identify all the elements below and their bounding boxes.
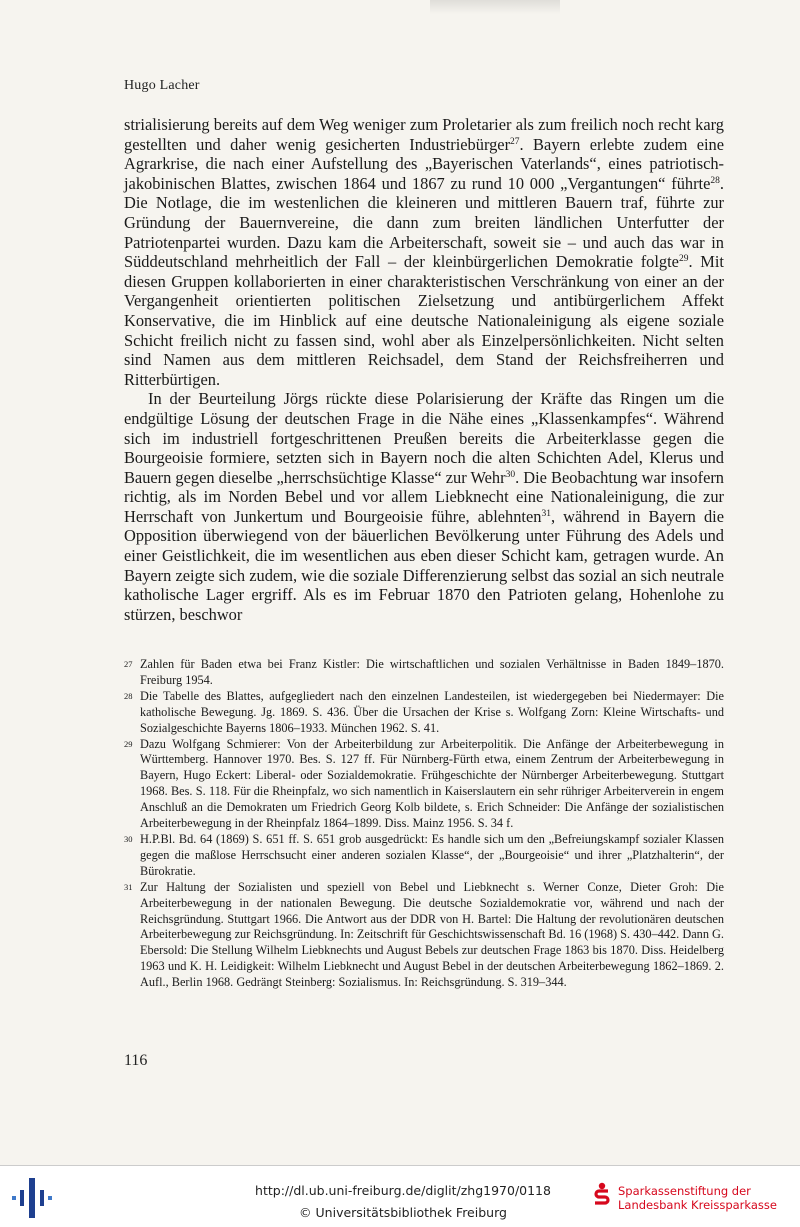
- footnote-text: Zahlen für Baden etwa bei Franz Kistler: Die wirtschaftlichen und sozialen Verhältnisse in Baden 1849–1870. Freiburg 1954.: [140, 657, 724, 687]
- footnote-ref-30[interactable]: 30: [505, 469, 516, 480]
- footnote-text: Zur Haltung der Sozialisten und speziell von Bebel und Liebknecht s. Werner Conze, Dieter Groh: Die Arbeiterbewegung in der nationalen Bewegung. Die deutsche Sozialdemokratie vor, während und nach der Reichsgründung. Stuttgart 1966. Die Antwort aus der DDR von H. Bartel: Die Haltung der revolutionären deutschen Arbeiterbewegung zur Reichsgründung. In: Zeitschrift für Geschichtswissenschaft Bd. 16 (1968) S. 430–442. Dann G. Ebersold: Die Stellung Wilhelm Liebknechts und August Bebels zur deutschen Frage 1863 bis 1870. Diss. Heidelberg 1963 und K. H. Leidigkeit: Wilhelm Liebknecht und August Bebel in der deutschen Arbeiterbewegung 1862–1869. 2. Aufl., Berlin 1968. Gedrängt Steinberg: Sozialismus. In: Reichsgründung. S. 319–344.: [140, 879, 724, 990]
- text-run: . Die Beobachtung war insofern richtig, als im Norden Bebel und vor allem Liebknecht eine Nationaleinigung, die zur Herrschaft von Junkertum und Bourgeoisie führe, ablehnten: [124, 467, 724, 526]
- footnote-31: [124, 880, 724, 991]
- scan-smudge: [430, 0, 560, 14]
- sparkasse-logo-icon[interactable]: [591, 1182, 613, 1206]
- text-run: . Mit diesen Gruppen kollaborierten in einer charakteristischen Verschränkung von einer an der Vergangenheit orientierten politischen Zielsetzung und antibürgerlichem Affekt Konservative, die im Hinblick auf eine deutsche Nationaleinigung als eigene soziale Schicht freilich nicht zu fassen sind, wohl aber als Einzelpersönlichkeiten. Nicht selten sind Namen aus dem mittleren Reichsadel, dem Stand der Reichsfreiherren und Ritterbürtigen.: [124, 252, 724, 389]
- footnote-number: 31: [124, 881, 133, 892]
- footnote-29: [124, 737, 724, 832]
- footnote-ref-28[interactable]: 28: [710, 175, 720, 186]
- paragraph-1: [124, 115, 724, 389]
- text-run: strialisierung bereits auf dem Weg weniger zum Proletarier als zum freilich noch recht karg gestellten und daher wenig gesicherten Industriebürger: [124, 115, 724, 154]
- footnote-27: [124, 657, 724, 689]
- footnote-text: Die Tabelle des Blattes, aufgegliedert nach den einzelnen Landesteilen, ist wiedergegeben bei Niedermayer: Die katholische Bewegung. Jg. 1869. S. 436. Über die Ursachen der Krise s. Wolfgang Zorn: Kleine Wirtschafts- und Sozialgeschichte Bayerns 1806–1933. München 1962. S. 41.: [140, 688, 724, 735]
- copyright-notice: © Universitätsbibliothek Freiburg: [299, 1205, 507, 1220]
- footnote-number: 27: [124, 659, 133, 669]
- ub-freiburg-logo-icon[interactable]: [12, 1178, 52, 1218]
- main-text: [124, 115, 724, 624]
- footnote-text: H.P.Bl. Bd. 64 (1869) S. 651 ff. S. 651 grob ausgedrückt: Es handle sich um den „Befreiungskampf sozialer Klassen gegen die maßlose Herrschsucht einer anderen sozialen Klasse“, der „Bourgeoisie“ und ihrer „Platzhalterin“, der Bürokratie.: [140, 831, 724, 878]
- footnotes: [124, 657, 724, 991]
- permalink-url[interactable]: http://dl.ub.uni-freiburg.de/diglit/zhg1970/0118: [255, 1183, 551, 1198]
- footnote-number: 29: [124, 738, 133, 749]
- sponsor-line-1: Sparkassenstiftung der: [618, 1184, 751, 1198]
- footnote-text: Dazu Wolfgang Schmierer: Von der Arbeiterbildung zur Arbeiterpolitik. Die Anfänge der Arbeiterbewegung in Württemberg. Hannover 1970. Bes. S. 127 ff. Für Nürnberg-Fürth etwa, einem Zentrum der Arbeiterbewegung in Bayern, Hugo Eckert: Liberal- oder Sozialdemokratie. Frühgeschichte der Nürnberger Arbeiterbewegung. Stuttgart 1968. Bes. S. 118. Für die Rheinpfalz, wo sich namentlich in Kaiserslautern ein sehr rühriger Arbeiterverein in engem Anschluß an die Demokraten um Friedrich Georg Kolb bildete, s. Erich Schneider: Die Anfänge der sozialistischen Arbeiterbewegung in der Rheinpfalz 1864–1899. Diss. Mainz 1956. S. 34 f.: [140, 736, 724, 831]
- footnote-ref-27[interactable]: 27: [510, 136, 520, 147]
- text-run: . Die Notlage, die im westenlichen die kleineren und mittleren Bauern traf, führte zur Gründung der Bauernvereine, die dann zum breiten ländlichen Unterfutter der Patriotenpartei wurden. Dazu kam die Arbeiterschaft, soweit sie – und auch das war in Süddeutschland mehrheitlich der Fall – der kleinbürgerlichen Demokratie folgte: [124, 173, 724, 272]
- footnote-ref-29[interactable]: 29: [678, 254, 689, 265]
- footnote-number: 28: [124, 690, 133, 701]
- text-run: . Bayern erlebte zudem eine Agrarkrise, die nach einer Aufstellung des „Bayerischen Vaterlands“, eines patriotisch-jakobinischen Blattes, zwischen 1864 und 1867 zu rund 10 000 „Vergantungen“ führte: [124, 134, 724, 193]
- footnote-number: 30: [124, 833, 133, 844]
- sponsor-line-2: Landesbank Kreissparkasse: [618, 1198, 777, 1212]
- paragraph-2: [124, 389, 724, 624]
- text-run: In der Beurteilung Jörgs rückte diese Polarisierung der Kräfte das Ringen um die endgültige Lösung der deutschen Frage in die Nähe eines „Klassenkampfes“. Während sich im industriell fortgeschrittenen Preußen bereits die Arbeiterklasse gegen die Bourgeoisie formiere, setzten sich in Bayern noch die alten Schichten Adel, Klerus und Bauern gegen dieselbe „herrschsüchtige Klasse“ zur Wehr: [124, 389, 724, 487]
- page-number: 116: [124, 1052, 148, 1069]
- footer-bar: [0, 1165, 800, 1227]
- footnote-28: [124, 689, 724, 737]
- footnote-30: [124, 832, 724, 880]
- text-run: , während in Bayern die Opposition überwiegend von der bäuerlichen Bevölkerung unter Führung des Adels und einer Geistlichkeit, die im wesentlichen aus eben dieser Schicht kam, getragen wurde. An Bayern zeigte sich zudem, wie die soziale Differenzierung selbst das sozial an sich neutrale katholische Lager ergriff. Als es im Februar 1870 den Patrioten gelang, Hohenlohe zu stürzen, beschwor: [124, 506, 724, 624]
- running-head: Hugo Lacher: [124, 78, 200, 93]
- footnote-ref-31[interactable]: 31: [541, 508, 551, 519]
- sponsor-name[interactable]: [618, 1184, 798, 1212]
